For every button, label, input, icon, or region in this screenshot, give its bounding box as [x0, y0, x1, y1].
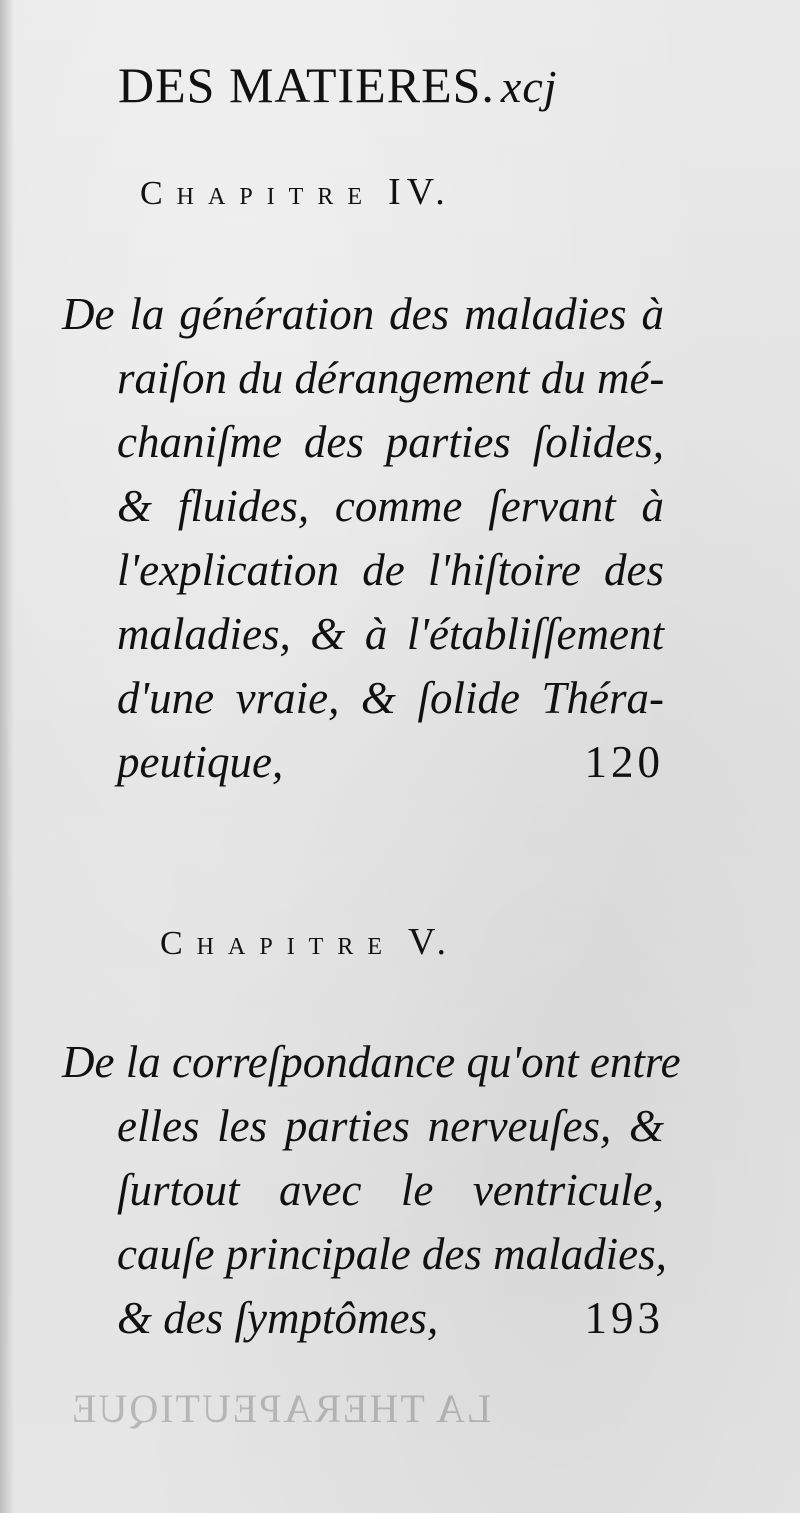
page-reference: 120 [584, 737, 664, 787]
entry-line: raiſon du dérangement du mé- [117, 353, 665, 403]
entry-line: l'explication de l'hiſtoire des [117, 545, 664, 595]
chapter-heading-iv [140, 172, 451, 214]
chapter-label: Chapitre [140, 175, 377, 212]
entry-line: De la correſpondance qu'ont entre [62, 1037, 681, 1087]
entry-line: & fluides, comme ſervant à [117, 481, 664, 531]
entry-line: cauſe principale des maladies, [117, 1229, 667, 1279]
show-through-text: LA THERAPEUTIQUE [70, 1386, 492, 1431]
chapter-label: Chapitre [160, 925, 397, 962]
entry-last-line [62, 1286, 664, 1350]
chapter-heading-v [160, 922, 452, 964]
entry-line: peutique, [117, 737, 284, 787]
entry-last-line [62, 730, 664, 794]
entry-line: ſurtout avec le ventricule, [117, 1165, 664, 1215]
chapter-iv-entry [62, 282, 664, 794]
chapter-v-entry [62, 1030, 681, 1350]
entry-line: & des ſymptômes, [117, 1293, 439, 1343]
entry-line: maladies, & à l'établiſſement [117, 609, 664, 659]
entry-line: De la génération des maladies à [62, 289, 664, 339]
chapter-number: IV. [388, 171, 451, 213]
chapter-number: V. [408, 921, 453, 963]
running-head [118, 55, 678, 117]
page-reference: 193 [584, 1293, 664, 1343]
entry-line: elles les parties nerveuſes, & [117, 1101, 664, 1151]
running-head-title: DES MATIERES. [118, 57, 495, 113]
folio-number: xcj [500, 61, 558, 112]
entry-line: chaniſme des parties ſolides, [117, 417, 664, 467]
page-edge-shadow [0, 0, 14, 1513]
entry-line: d'une vraie, & ſolide Théra- [117, 673, 664, 723]
